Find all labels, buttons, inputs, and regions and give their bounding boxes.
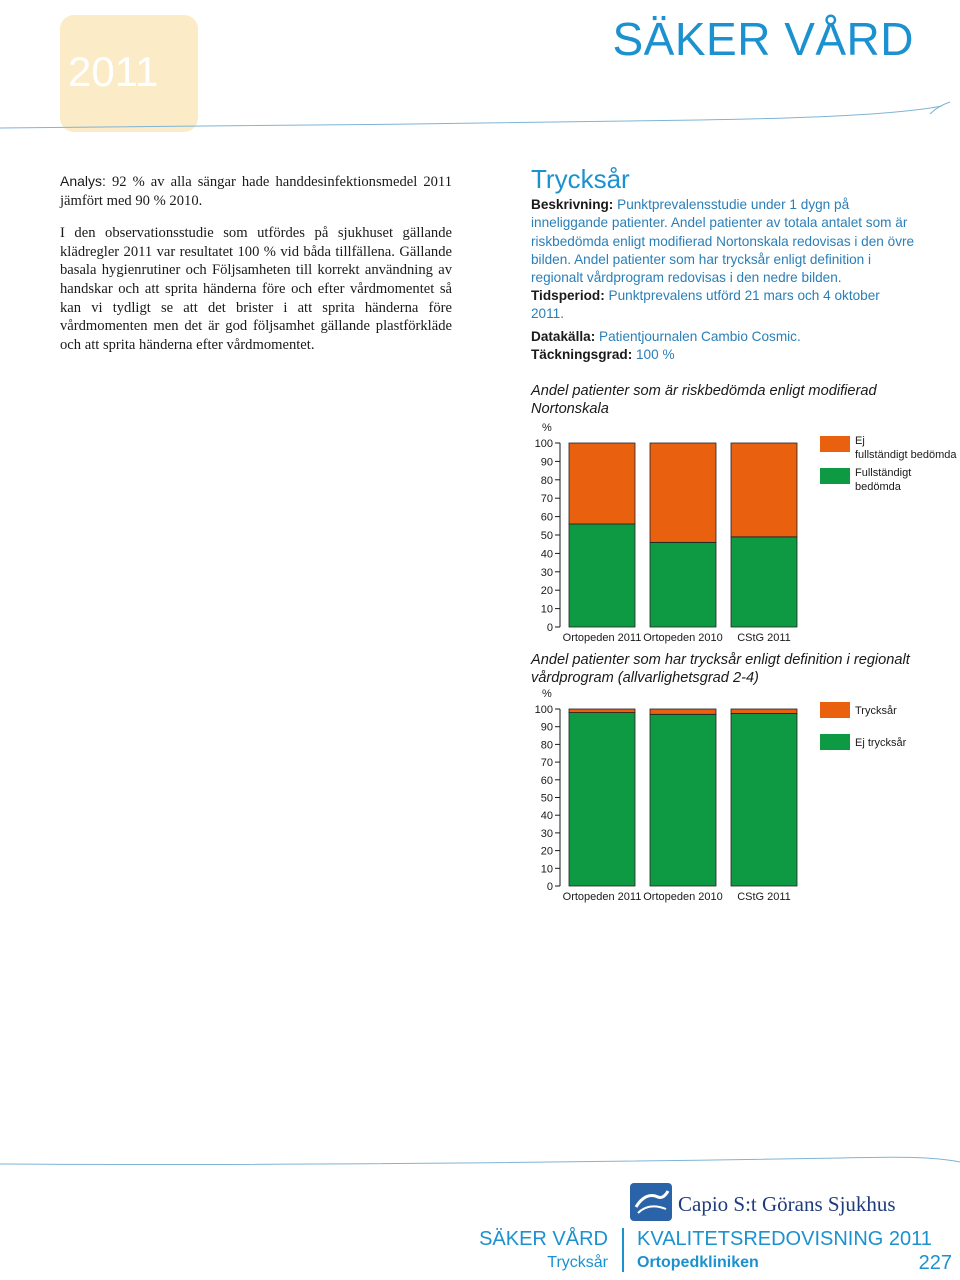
footer-section: Trycksår (547, 1254, 608, 1271)
footer-divider (622, 1228, 624, 1272)
chart1-bar-fullständigt-bedömda (650, 542, 716, 627)
chart1-bar-ej-fullständigt-bedömda (731, 443, 797, 537)
chart2-bar-trycksår (650, 709, 716, 714)
chart2-ytick-label: 70 (540, 757, 553, 770)
chart2-ytick-label: 20 (540, 845, 553, 858)
chart1 (500, 420, 957, 645)
capio-logo-icon (630, 1183, 672, 1221)
chart1-ylabel: % (542, 422, 552, 434)
year-label: 2011 (68, 48, 159, 95)
footer-brand: SÄKER VÅRD (479, 1228, 608, 1250)
chart2-ytick-label: 90 (540, 721, 553, 734)
header-wave (0, 100, 960, 140)
chart1-ytick-label: 60 (540, 511, 553, 524)
chart1-ytick-label: 0 (546, 622, 553, 634)
chart2-ylabel: % (542, 688, 552, 700)
chart1-title: Andel patienter som är riskbedömda enligt modifierad Nortonskala (531, 383, 877, 417)
chart1-legend-label: Fullständigt bedömda (855, 467, 912, 493)
chart1-ytick-label: 90 (540, 456, 553, 469)
analysis-paragraph-2: I den observationsstudie som utfördes på sjukhuset gällande klädregler 2011 var resultatet 100 % vid båda tillfällena. Gällande basala hygienrutiner och Följsamheten till korrekt användning av handskar och att sprita händerna före och efter vårdmomentet så kan vi tydligt se att det brister i att sprita händerna före vårdmomenten men det är god följsamhet gällande plastförkläde och att sprita händerna efter vårdmomentet. (60, 225, 452, 353)
chart2-legend-swatch (820, 734, 850, 750)
chart2-ytick-label: 0 (546, 881, 553, 893)
chart2-category-label: Ortopeden 2011 (562, 891, 642, 903)
page-number: 227 (918, 1252, 952, 1274)
chart2-bar-ej-trycksår (569, 713, 635, 886)
chart2-ytick-label: 100 (534, 704, 553, 716)
chart2-title: Andel patienter som har trycksår enligt definition i regionalt vårdprogram (allvarlighetsgrad 2-4) (531, 652, 910, 686)
chart2-legend-label: Ej trycksår (855, 737, 907, 749)
chart2-ytick-label: 60 (540, 774, 553, 787)
chart1-legend-label: Ej fullständigt bedömda (855, 435, 957, 461)
chart1-ytick-label: 20 (540, 585, 553, 598)
chart1-legend-swatch (820, 468, 850, 484)
chart2-bar-trycksår (731, 709, 797, 713)
chart1-ytick-label: 50 (540, 530, 553, 542)
chart2-bar-ej-trycksår (731, 713, 797, 886)
chart1-ytick-label: 70 (540, 493, 553, 506)
chart1-bar-ej-fullständigt-bedömda (650, 443, 716, 542)
footer-report: KVALITETSREDOVISNING 2011 (637, 1228, 932, 1250)
chart2-bar-ej-trycksår (650, 714, 716, 886)
beskrivning-label: Beskrivning: (531, 197, 614, 213)
chart2-ytick-label: 80 (540, 739, 553, 752)
brand-title: SÄKER VÅRD (612, 13, 914, 65)
chart1-ytick-label: 100 (534, 438, 553, 450)
chart2-legend-swatch (820, 702, 850, 718)
chart2-legend-label: Trycksår (855, 705, 897, 717)
footer-wave (0, 1148, 960, 1178)
org-name: Capio S:t Görans Sjukhus (678, 1192, 896, 1216)
tidsperiod-label: Tidsperiod: (531, 288, 605, 304)
chart1-bar-fullständigt-bedömda (731, 537, 797, 627)
chart1-ytick-label: 80 (540, 474, 553, 487)
footer-clinic: Ortopedkliniken (637, 1254, 759, 1271)
chart1-category-label: Ortopeden 2010 (643, 632, 723, 644)
tackningsgrad-text: 100 % (636, 346, 675, 362)
chart1-bar-fullständigt-bedömda (569, 524, 635, 627)
chart2-ytick-label: 50 (540, 792, 553, 805)
beskrivning-text: Punktprevalensstudie under 1 dygn på inneliggande patienter. Andel patienter av totala antalet som är riskbedömda enligt modifierad Nortonskala redovisas i den övre bilden. Andel patienter som har trycksår enligt definition i regionalt vårdprogram redovisas i den nedre bilden. (531, 197, 915, 286)
chart1-ytick-label: 30 (540, 566, 553, 579)
chart1-category-label: CStG 2011 (737, 632, 791, 644)
chart2 (500, 686, 940, 904)
chart1-bar-ej-fullständigt-bedömda (569, 443, 635, 524)
section-description (531, 164, 916, 364)
chart2-ytick-label: 40 (540, 810, 553, 823)
analysis-text (60, 172, 452, 368)
chart2-ytick-label: 10 (540, 863, 553, 876)
datakalla-label: Datakälla: (531, 328, 596, 344)
chart1-legend-swatch (820, 436, 850, 452)
chart1-ytick-label: 40 (540, 548, 553, 561)
chart1-ytick-label: 10 (540, 603, 553, 616)
section-title: Trycksår (531, 164, 630, 194)
chart2-ytick-label: 30 (540, 827, 553, 840)
chart2-category-label: CStG 2011 (737, 891, 791, 903)
chart2-category-label: Ortopeden 2010 (643, 891, 723, 903)
analysis-label: Analys: (60, 173, 106, 189)
datakalla-text: Patientjournalen Cambio Cosmic. (599, 328, 801, 344)
tackningsgrad-label: Täckningsgrad: (531, 346, 633, 362)
analysis-paragraph-1: 92 % av alla sängar hade handdesinfektionsmedel 2011 jämfört med 90 % 2010. (60, 174, 452, 209)
chart1-category-label: Ortopeden 2011 (562, 632, 642, 644)
tidsperiod-text: Punktprevalens utförd 21 mars och 4 oktober 2011. (531, 288, 880, 322)
chart2-bar-trycksår (569, 709, 635, 713)
